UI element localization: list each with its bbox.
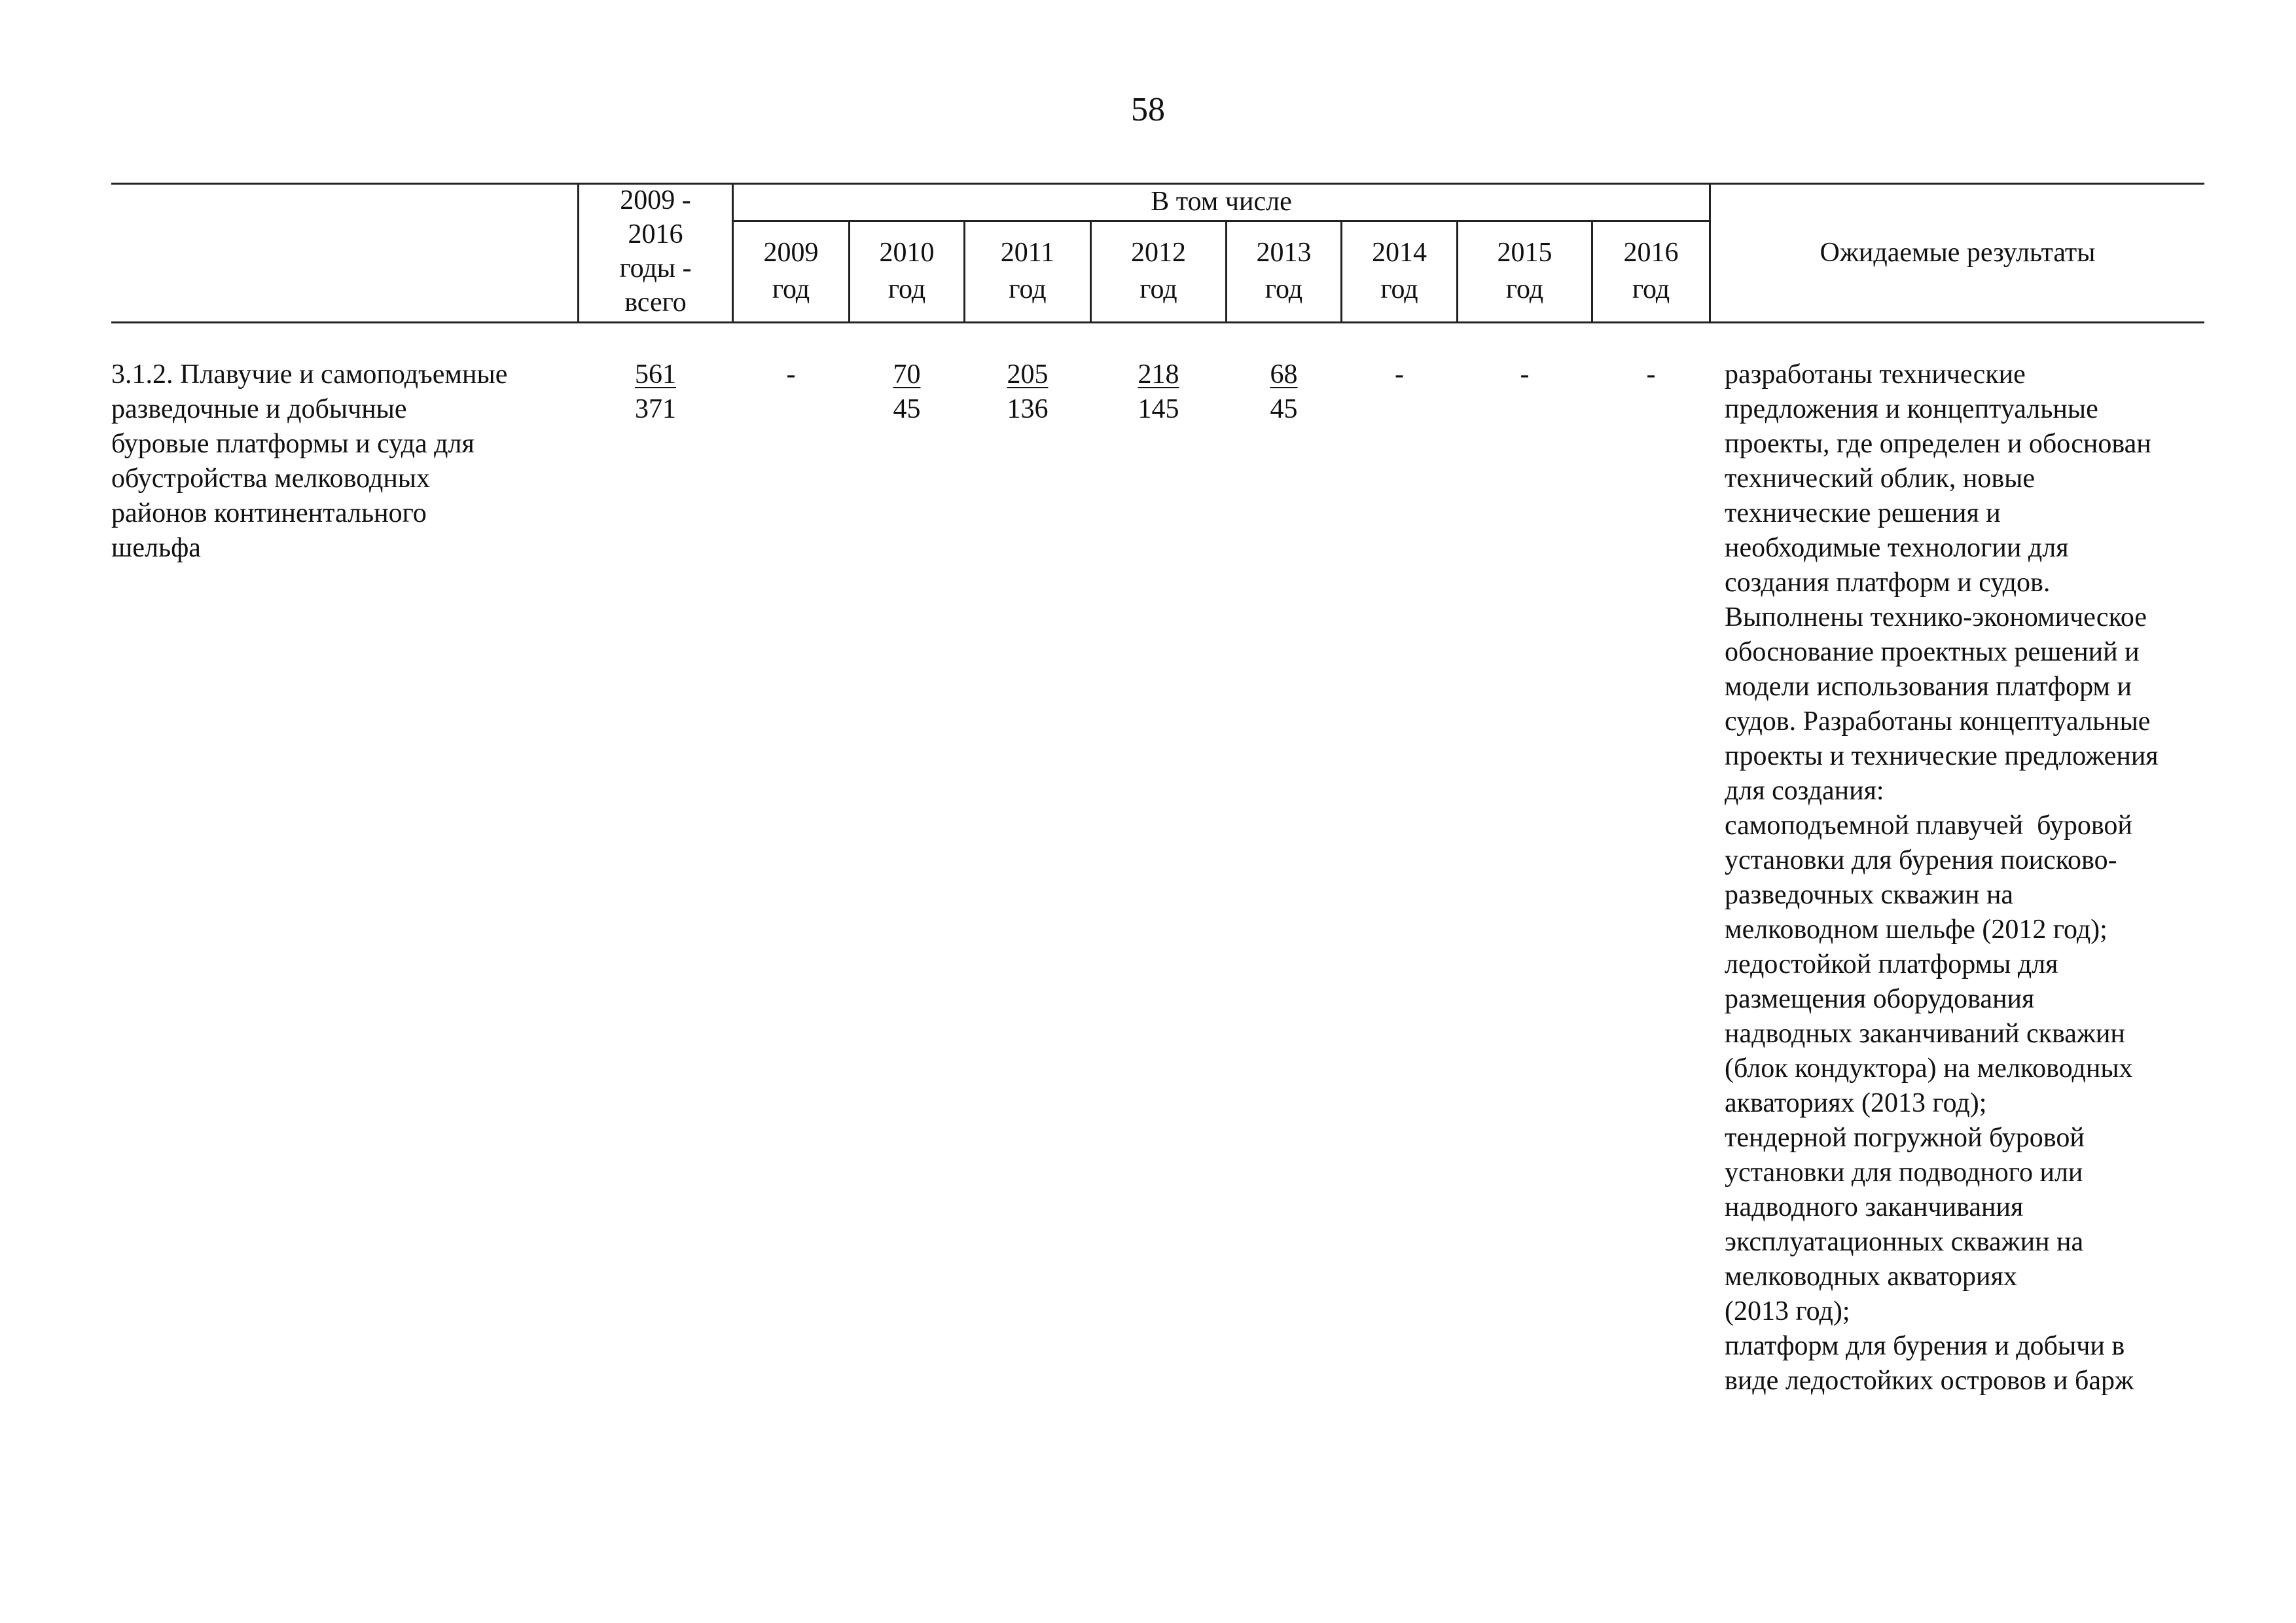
- result-line: тендерной погружной буровой: [1725, 1123, 2085, 1153]
- year-header-2012: 2012 год: [1131, 238, 1186, 304]
- result-line: мелководных акваториях: [1725, 1262, 2017, 1292]
- result-line: обоснование проектных решений и: [1725, 637, 2140, 667]
- row-value-2011: 205 136: [1007, 359, 1049, 424]
- including-header: В том числе: [1151, 187, 1292, 217]
- year-header-2016: 2016 год: [1623, 238, 1679, 304]
- result-line: предложения и концептуальные: [1725, 394, 2098, 424]
- row-value-2015: -: [1520, 359, 1530, 390]
- result-line: модели использования платформ и: [1725, 672, 2132, 702]
- result-line: проекты, где определен и обоснован: [1725, 429, 2151, 459]
- result-line: технические решения и: [1725, 498, 2001, 528]
- result-line: надводных заканчиваний скважин: [1725, 1019, 2125, 1049]
- result-line: Выполнены технико-экономическое: [1725, 602, 2147, 632]
- year-header-2013: 2013 год: [1256, 238, 1312, 304]
- row-value-2010: 70 45: [893, 359, 921, 424]
- result-line: (блок кондуктора) на мелководных: [1725, 1053, 2133, 1084]
- total-column-header: 2009 - 2016 годы - всего: [619, 185, 692, 318]
- result-line: для создания:: [1725, 776, 1884, 806]
- result-line: технический облик, новые: [1725, 464, 2036, 494]
- row-total: 561 371: [635, 359, 676, 424]
- result-line: разведочных скважин на: [1725, 880, 2014, 910]
- result-line: размещения оборудования: [1725, 984, 2035, 1014]
- result-line: платформ для бурения и добычи в: [1725, 1331, 2125, 1361]
- result-line: необходимые технологии для: [1725, 533, 2069, 563]
- year-header-2011: 2011 год: [1000, 238, 1055, 304]
- results-header: Ожидаемые результаты: [1820, 238, 2096, 268]
- year-header-2015: 2015 год: [1497, 238, 1552, 304]
- result-line: разработаны технические: [1725, 359, 2026, 390]
- result-line: судов. Разработаны концептуальные: [1725, 706, 2151, 737]
- result-line: виде ледостойких островов и барж: [1725, 1366, 2134, 1396]
- row-expected-results: [1725, 357, 2222, 1398]
- row-value-2013: 68 45: [1270, 359, 1298, 424]
- result-line: акваториях (2013 год);: [1725, 1088, 1987, 1118]
- header-bottom-rule: [111, 321, 2204, 323]
- result-line: проекты и технические предложения: [1725, 741, 2159, 771]
- result-line: эксплуатационных скважин на: [1725, 1227, 2084, 1257]
- row-value-2012: 218 145: [1138, 359, 1179, 424]
- year-header-2010: 2010 год: [879, 238, 935, 304]
- result-line: установки для подводного или: [1725, 1158, 2083, 1188]
- result-line: мелководном шельфе (2012 год);: [1725, 915, 2108, 945]
- including-underline: [732, 220, 1711, 222]
- result-line: (2013 год);: [1725, 1296, 1850, 1326]
- result-line: создания платформ и судов.: [1725, 568, 2051, 598]
- result-line: ледостойкой платформы для: [1725, 949, 2058, 979]
- row-value-2014: -: [1395, 359, 1404, 390]
- row-value-2016: -: [1646, 359, 1656, 390]
- row-value-2009: -: [786, 359, 796, 390]
- result-line: установки для бурения поисково-: [1725, 845, 2117, 875]
- result-line: надводного заканчивания: [1725, 1192, 2024, 1222]
- result-line: самоподъемной плавучей буровой: [1725, 811, 2132, 841]
- year-header-2009: 2009 год: [763, 238, 819, 304]
- page-number: 58: [1131, 91, 1165, 128]
- row-item-name: 3.1.2. Плавучие и самоподъемные разведочные и добычные буровые платформы и суда для обустройства мелководных районов континентального шельфа: [111, 359, 508, 563]
- year-header-2014: 2014 год: [1372, 238, 1427, 304]
